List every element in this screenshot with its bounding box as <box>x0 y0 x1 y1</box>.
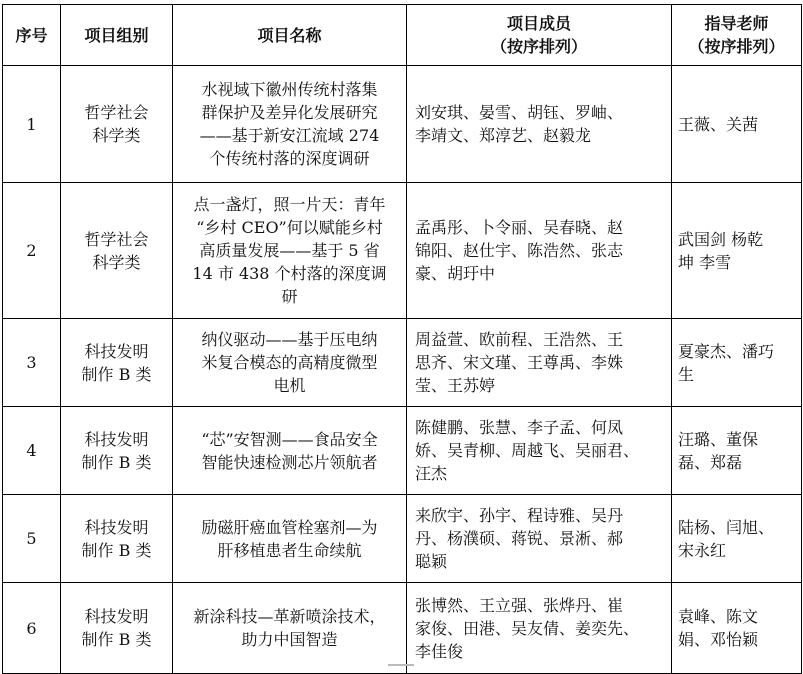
cell-members-line: 刘安琪、晏雪、胡钰、罗岫、 <box>415 103 624 122</box>
cell-group-line: 制作 B 类 <box>81 452 152 472</box>
table-row <box>3 495 802 583</box>
header-group: 项目组别 <box>61 5 173 66</box>
cell-mentors <box>672 66 802 183</box>
header-seq: 序号 <box>3 5 61 66</box>
page-divider-mark <box>388 664 414 666</box>
cell-mentors-line: 坤 李雪 <box>678 252 732 272</box>
cell-project-name <box>173 495 407 583</box>
cell-members <box>407 183 672 319</box>
cell-members-line: 张博然、王立强、张烨丹、崔 <box>415 595 624 615</box>
cell-members <box>407 495 672 583</box>
cell-project-name-line: 电机 <box>273 376 306 395</box>
cell-project-name-line: 高质量发展——基于 5 省 <box>199 241 380 260</box>
cell-members-line: 孟禹彤、卜令丽、吴春晓、赵 <box>415 218 624 237</box>
cell-members <box>407 319 672 407</box>
cell-project-name-line: 纳仪驱动——基于压电纳 <box>201 330 378 349</box>
cell-group-line: 科技发明 <box>84 341 149 361</box>
cell-seq: 5 <box>3 495 61 583</box>
cell-members-line: 思齐、宋文瑾、王尊禹、李姝 <box>415 353 624 372</box>
cell-group-line: 科技发明 <box>84 517 149 537</box>
header-mentors-title: 指导老师 <box>704 14 769 33</box>
cell-mentors-line: 夏豪杰、潘巧 <box>678 341 775 361</box>
cell-members-line: 锦阳、赵仕宇、陈浩然、张志 <box>415 241 624 260</box>
header-row <box>3 5 802 66</box>
cell-members-line: 周益萱、欧前程、王浩然、王 <box>415 330 624 349</box>
cell-mentors-line: 袁峰、陈文 <box>678 607 759 626</box>
cell-group-line: 制作 B 类 <box>81 630 152 649</box>
cell-group <box>61 183 173 319</box>
cell-mentors <box>672 407 802 495</box>
cell-project-name-line: 点一盏灯，照一片天：青年 <box>193 195 386 214</box>
cell-seq: 1 <box>3 66 61 183</box>
cell-project-name <box>173 583 407 674</box>
header-mentors <box>672 5 802 66</box>
cell-project-name-line: 智能快速检测芯片领航者 <box>201 452 378 472</box>
cell-mentors-line: 生 <box>678 364 695 384</box>
cell-group-line: 制作 B 类 <box>81 364 152 384</box>
cell-members-line: 家俊、田港、吴友倩、姜奕先、 <box>415 618 640 638</box>
cell-project-name <box>173 319 407 407</box>
cell-group-line: 制作 B 类 <box>81 540 152 560</box>
cell-project-name-line: 米复合模态的高精度微型 <box>201 353 378 372</box>
table-row <box>3 319 802 407</box>
cell-members-line: 豪、胡玗中 <box>415 264 496 283</box>
cell-group <box>61 583 173 674</box>
cell-mentors-line: 汪璐、董保 <box>678 429 759 449</box>
cell-seq: 3 <box>3 319 61 407</box>
header-name: 项目名称 <box>173 5 407 66</box>
cell-members-line: 丹、杨濮硕、蒋锐、景淅、郝 <box>415 529 624 548</box>
cell-members <box>407 66 672 183</box>
cell-project-name-line: “乡村 CEO”何以赋能乡村 <box>196 218 383 237</box>
header-members-title: 项目成员 <box>506 14 571 33</box>
cell-group-line: 哲学社会 <box>84 103 149 122</box>
cell-project-name-line: 助力中国智造 <box>241 630 338 649</box>
projects-table <box>2 4 802 674</box>
cell-group-line: 科学类 <box>92 126 141 145</box>
cell-group <box>61 66 173 183</box>
cell-project-name-line: 个传统村落的深度调研 <box>209 149 370 168</box>
cell-members-line: 莹、王苏婷 <box>415 376 496 395</box>
table-row <box>3 66 802 183</box>
cell-mentors-line: 王薇、关茜 <box>678 114 759 134</box>
table-body <box>3 66 802 674</box>
cell-group <box>61 407 173 495</box>
cell-project-name-line: 14 市 438 个村落的深度调 <box>192 264 387 283</box>
cell-members <box>407 407 672 495</box>
cell-mentors <box>672 583 802 674</box>
cell-members-line: 汪杰 <box>415 464 448 483</box>
cell-project-name <box>173 66 407 183</box>
cell-members <box>407 583 672 674</box>
table-row <box>3 407 802 495</box>
cell-group <box>61 319 173 407</box>
cell-group-line: 哲学社会 <box>84 229 149 249</box>
cell-project-name-line: ——基于新安江流域 274 <box>199 126 380 145</box>
cell-group-line: 科技发明 <box>84 429 149 449</box>
cell-seq: 6 <box>3 583 61 674</box>
cell-seq: 4 <box>3 407 61 495</box>
cell-project-name-line: 新涂科技—革新喷涂技术， <box>193 607 386 626</box>
cell-group-line: 科技发明 <box>84 607 149 626</box>
cell-members-line: 陈健鹏、张慧、李子孟、何凤 <box>415 418 624 437</box>
table-row <box>3 583 802 674</box>
cell-members-line: 娇、吴青柳、周越飞、吴丽君、 <box>415 441 640 460</box>
header-mentors-note: （按序排列） <box>688 37 785 56</box>
cell-project-name-line: 研 <box>281 287 298 306</box>
cell-mentors-line: 武国剑 杨乾 <box>678 229 764 249</box>
cell-members-line: 聪颖 <box>415 552 448 571</box>
cell-group-line: 科学类 <box>92 252 141 272</box>
table-row <box>3 183 802 319</box>
cell-mentors <box>672 319 802 407</box>
cell-seq: 2 <box>3 183 61 319</box>
cell-project-name-line: 群保护及差异化发展研究 <box>201 103 378 122</box>
cell-project-name-line: “芯”安智测——食品安全 <box>201 429 378 449</box>
cell-project-name-line: 励磁肝癌血管栓塞剂—为 <box>201 517 378 537</box>
cell-project-name-line: 水视域下徽州传统村落集 <box>201 80 378 99</box>
header-members <box>407 5 672 66</box>
cell-mentors <box>672 183 802 319</box>
cell-project-name <box>173 183 407 319</box>
cell-project-name <box>173 407 407 495</box>
cell-mentors-line: 磊、郑磊 <box>678 452 743 472</box>
cell-members-line: 来欣宇、孙宇、程诗雅、吴丹 <box>415 506 624 525</box>
cell-group <box>61 495 173 583</box>
cell-members-line: 李佳俊 <box>415 641 464 661</box>
cell-members-line: 李靖文、郑淳艺、赵毅龙 <box>415 126 592 145</box>
cell-mentors-line: 陆杨、闫旭、 <box>678 517 775 537</box>
cell-mentors-line: 娟、邓怡颖 <box>678 630 759 649</box>
cell-project-name-line: 肝移植患者生命续航 <box>217 540 362 560</box>
cell-mentors-line: 宋永红 <box>678 540 727 560</box>
cell-mentors <box>672 495 802 583</box>
header-members-note: （按序排列） <box>490 37 587 56</box>
